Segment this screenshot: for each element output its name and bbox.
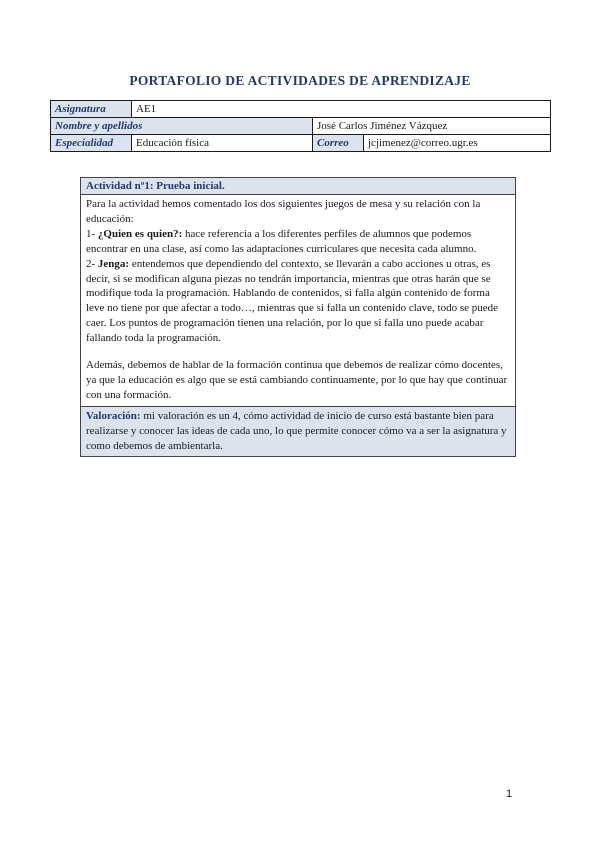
activity-closing: Además, debemos de hablar de la formación continua que debemos de realizar cómo docentes, ya que la educación es algo que se está cambiando continuamente, por lo que hay que continuar con una formación. [86,359,508,401]
info-table [50,100,551,152]
item1-label: ¿Quien es quien?: [97,227,183,240]
activity-heading: Actividad nº1: Prueba inicial. [81,178,515,195]
activity-box [80,177,516,457]
item2-label: Jenga: [97,257,130,270]
info-row-especialidad [51,135,551,152]
info-row-asignatura [51,101,551,118]
info-row-nombre [51,118,551,135]
page-title: PORTAFOLIO DE ACTIVIDADES DE APRENDIZAJE [129,73,471,88]
valoracion-text: mi valoración es un 4, cómo actividad de inicio de curso está bastante bien para realizarse y conocer las ideas de cada uno, lo que permite conocer cómo va a ser la asignatura y como debemos de ambientarla. [86,409,507,452]
nombre-label: Nombre y apellidos [51,118,313,135]
especialidad-value: Educación física [132,135,313,152]
item1-text: hace referencia a los diferentes perfiles de alumnos que podemos encontrar en una clase, así como las adaptaciones curriculares que necesita cada alumno. [86,227,477,255]
correo-value: jcjimenez@correo.ugr.es [364,135,551,152]
item2-text: entendemos que dependiendo del contexto, se llevarán a cabo acciones u otras, es decir, si se modifican alguna piezas no tendrán importancia, mientras que otras harán que se modifique toda la programación. Hablando de contenidos, si falla algún contenido de forma leve no tiene por que afectar a todo…, mientras que si falla un contenido clave, todo se puede caer. Los puntos de programación tienen una relación, por lo que si falla uno puede acabar fallando toda la programación. [86,257,499,345]
correo-label: Correo [313,135,364,152]
nombre-value: José Carlos Jiménez Vázquez [313,118,551,135]
page-number: 1 [506,788,513,800]
asignatura-value: AE1 [132,101,551,118]
valoracion-label: Valoración: [86,409,141,422]
especialidad-label: Especialidad [51,135,132,152]
paragraph-gap [86,346,510,358]
item1-prefix: 1- [86,227,98,240]
activity-item-2 [86,257,510,346]
activity-body [81,195,515,406]
valoracion-section [81,406,515,456]
activity-item-1 [86,227,510,257]
activity-intro: Para la actividad hemos comentado los dos siguientes juegos de mesa y su relación con la educación: [86,198,481,225]
item2-prefix: 2- [86,257,98,270]
asignatura-label: Asignatura [51,101,132,118]
